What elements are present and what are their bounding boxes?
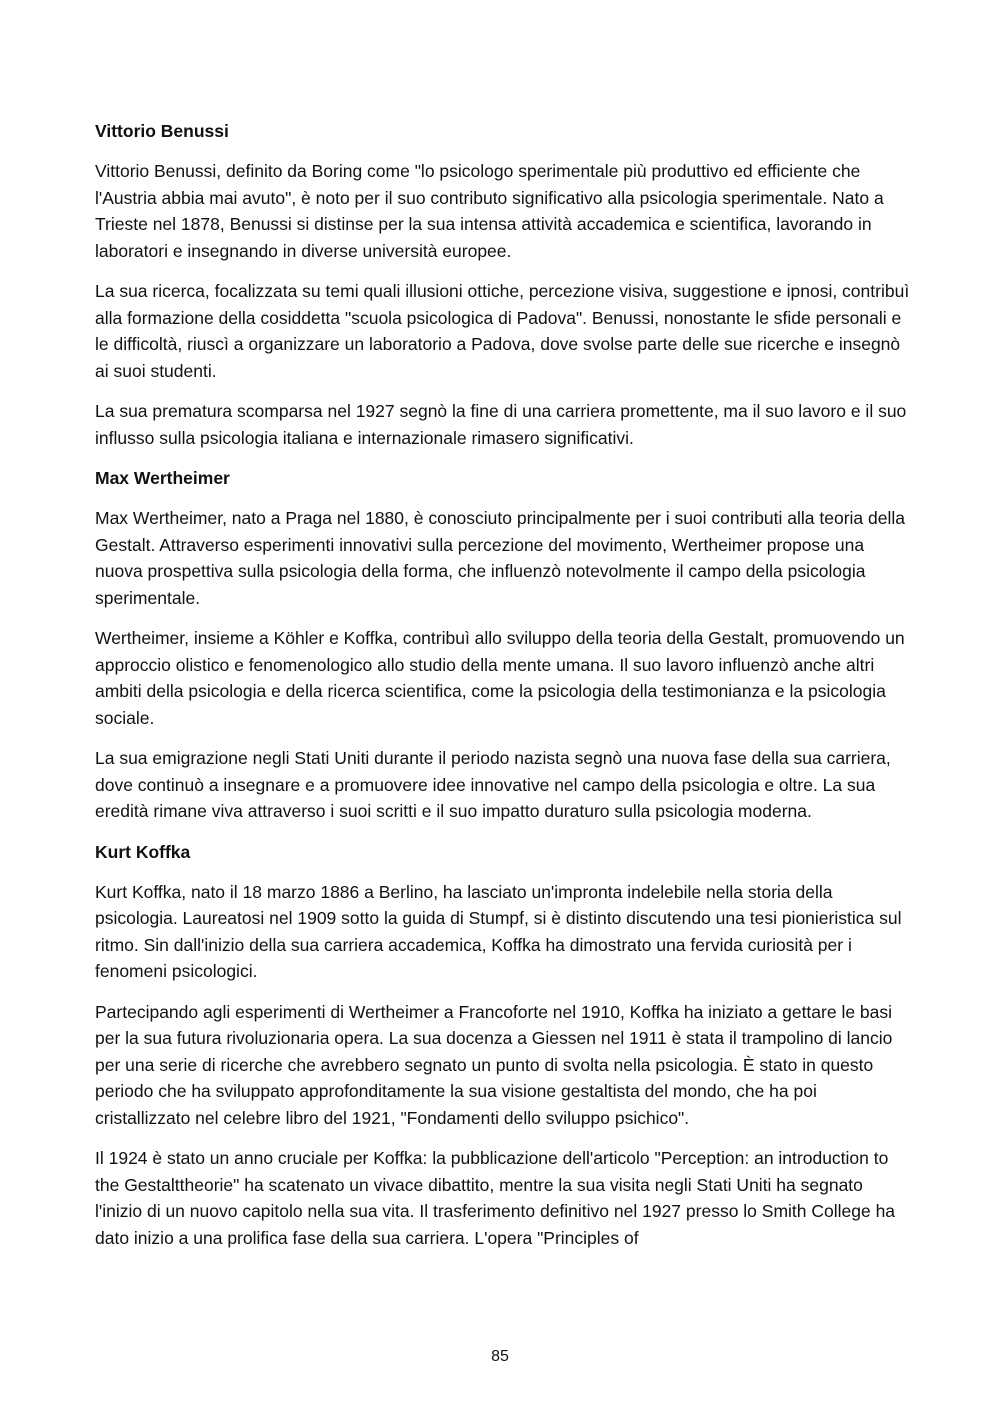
paragraph: Il 1924 è stato un anno cruciale per Koffka: la pubblicazione dell'articolo "Perception: an introduction to the Gestalttheorie" ha scatenato un vivace dibattito, mentre la sua visita negli Stati Uniti ha segnato l'inizio di un nuovo capitolo nella sua vita. Il trasferimento definitivo nel 1927 presso lo Smith College ha dato inizio a una prolifica fase della sua carriera. L'opera "Principles of (95, 1148, 896, 1248)
section-heading-koffka: Kurt Koffka (95, 841, 191, 862)
paragraph: Vittorio Benussi, definito da Boring come "lo psicologo sperimentale più produttivo ed efficiente che l'Austria abbia mai avuto", è noto per il suo contributo significativo alla psicologia sperimentale. Nato a Trieste nel 1878, Benussi si distinse per la sua intensa attività accademica e scientifica, lavorando in laboratori e insegnando in diverse università europee. (95, 161, 884, 261)
paragraph: Partecipando agli esperimenti di Wertheimer a Francoforte nel 1910, Koffka ha iniziato a gettare le basi per la sua futura rivoluzionaria opera. La sua docenza a Giessen nel 1911 è stata il trampolino di lancio per una serie di ricerche che avrebbero segnato un punto di svolta nella psicologia. È stato in questo periodo che ha sviluppato approfonditamente la sua visione gestaltista del mondo, che ha poi cristallizzato nel celebre libro del 1921, "Fondamenti dello sviluppo psichico". (95, 1001, 893, 1128)
document-body (95, 118, 910, 1265)
paragraph: La sua prematura scomparsa nel 1927 segnò la fine di una carriera promettente, ma il suo lavoro e il suo influsso sulla psicologia italiana e internazionale rimasero significativi. (95, 401, 907, 448)
paragraph: Kurt Koffka, nato il 18 marzo 1886 a Berlino, ha lasciato un'impronta indelebile nella storia della psicologia. Laureatosi nel 1909 sotto la guida di Stumpf, si è distinto discutendo una tesi pionieristica sul ritmo. Sin dall'inizio della sua carriera accademica, Koffka ha dimostrato una fervida curiosità per i fenomeni psicologici. (95, 881, 902, 981)
section-heading-wertheimer: Max Wertheimer (95, 468, 230, 488)
paragraph: Wertheimer, insieme a Köhler e Koffka, contribuì allo sviluppo della teoria della Gestalt, promuovendo un approccio olistico e fenomenologico allo studio della mente umana. Il suo lavoro influenzò anche altri ambiti della psicologia e della ricerca scientifica, come la psicologia della testimonianza e la psicologia sociale. (95, 628, 905, 728)
page-number: 85 (491, 1348, 509, 1365)
paragraph: La sua ricerca, focalizzata su temi quali illusioni ottiche, percezione visiva, suggestione e ipnosi, contribuì alla formazione della cosiddetta "scuola psicologica di Padova". Benussi, nonostante le sfide personali e le difficoltà, riuscì a organizzare un laboratorio a Padova, dove svolse parte delle sue ricerche e insegnò ai suoi studenti. (95, 281, 910, 381)
paragraph: La sua emigrazione negli Stati Uniti durante il periodo nazista segnò una nuova fase della sua carriera, dove continuò a insegnare e a promuovere idee innovative nel campo della psicologia e oltre. La sua eredità rimane viva attraverso i suoi scritti e il suo impatto duraturo sulla psicologia moderna. (95, 748, 891, 821)
paragraph: Max Wertheimer, nato a Praga nel 1880, è conosciuto principalmente per i suoi contributi alla teoria della Gestalt. Attraverso esperimenti innovativi sulla percezione del movimento, Wertheimer propose una nuova prospettiva sulla psicologia della forma, che influenzò notevolmente il campo della psicologia sperimentale. (95, 508, 905, 608)
section-heading-benussi: Vittorio Benussi (95, 121, 229, 141)
